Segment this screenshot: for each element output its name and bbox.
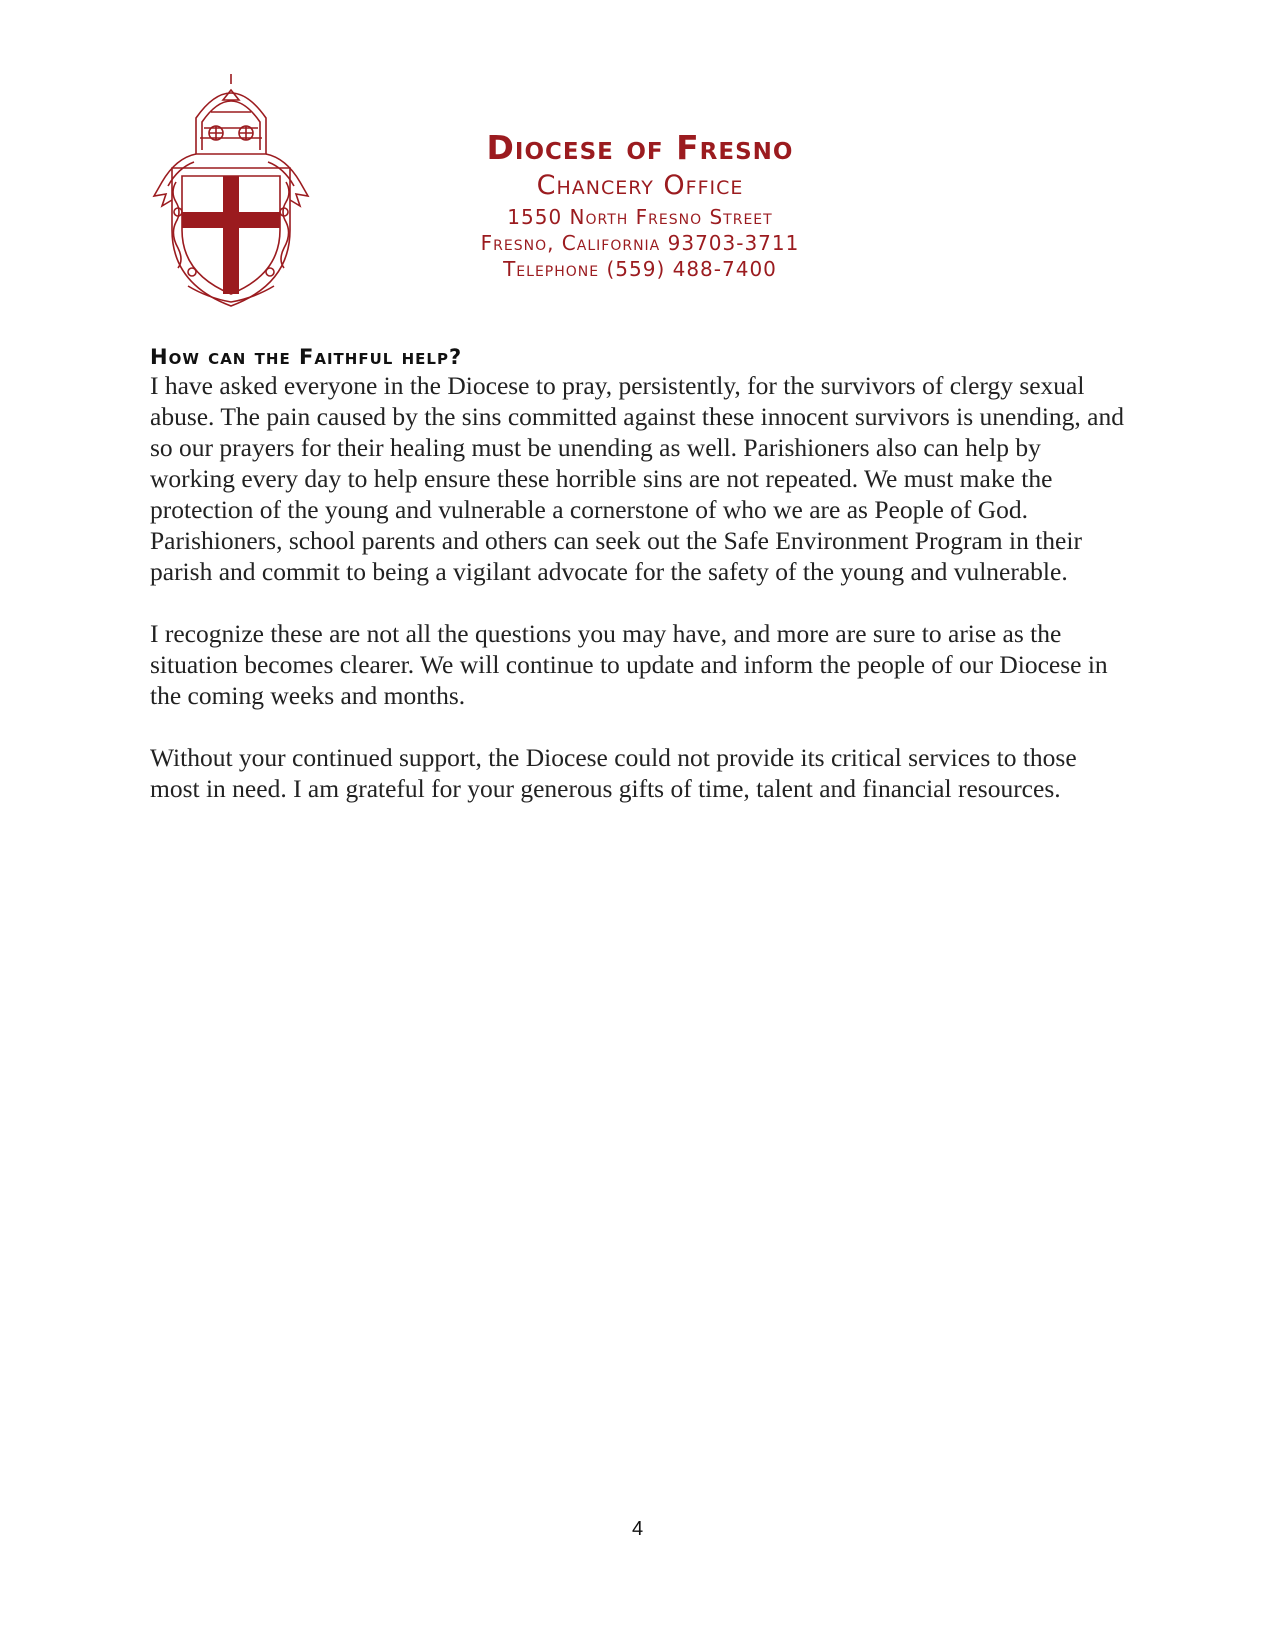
street-address: 1550 North Fresno Street: [507, 205, 773, 229]
coat-of-arms-icon: [148, 72, 314, 312]
telephone: Telephone (559) 488-7400: [503, 257, 777, 281]
diocese-name: Diocese of Fresno: [486, 128, 794, 167]
paragraph-prayer: I have asked everyone in the Diocese to pray, persistently, for the survivors of clergy sexual abuse. The pain caused by the sins committed against these innocent survivors is unending, and so our prayers for their healing must be unending as well. Parishioners also can help by working every day to help ensure these horrible sins are not repeated. We must make the protection of the young and vulnerable a cornerstone of who we are as People of God. Parishioners, school parents and others can seek out the Safe Environment Program in their parish and commit to being a vigilant advocate for the safety of the young and vulnerable.: [150, 371, 1124, 586]
letter-body: [150, 344, 1130, 835]
page-number: 4: [631, 1518, 644, 1540]
letterhead: [420, 128, 860, 282]
paragraph-questions: I recognize these are not all the questions you may have, and more are sure to arise as the situation becomes clearer. We will continue to update and inform the people of our Diocese in the coming weeks and months.: [150, 619, 1108, 710]
office-name: Chancery Office: [536, 170, 744, 201]
section-heading: How can the Faithful help?: [150, 345, 463, 369]
paragraph-support: Without your continued support, the Diocese could not provide its critical services to those most in need. I am grateful for your generous gifts of time, talent and financial resources.: [150, 743, 1077, 803]
city-address: Fresno, California 93703-3711: [480, 231, 800, 255]
